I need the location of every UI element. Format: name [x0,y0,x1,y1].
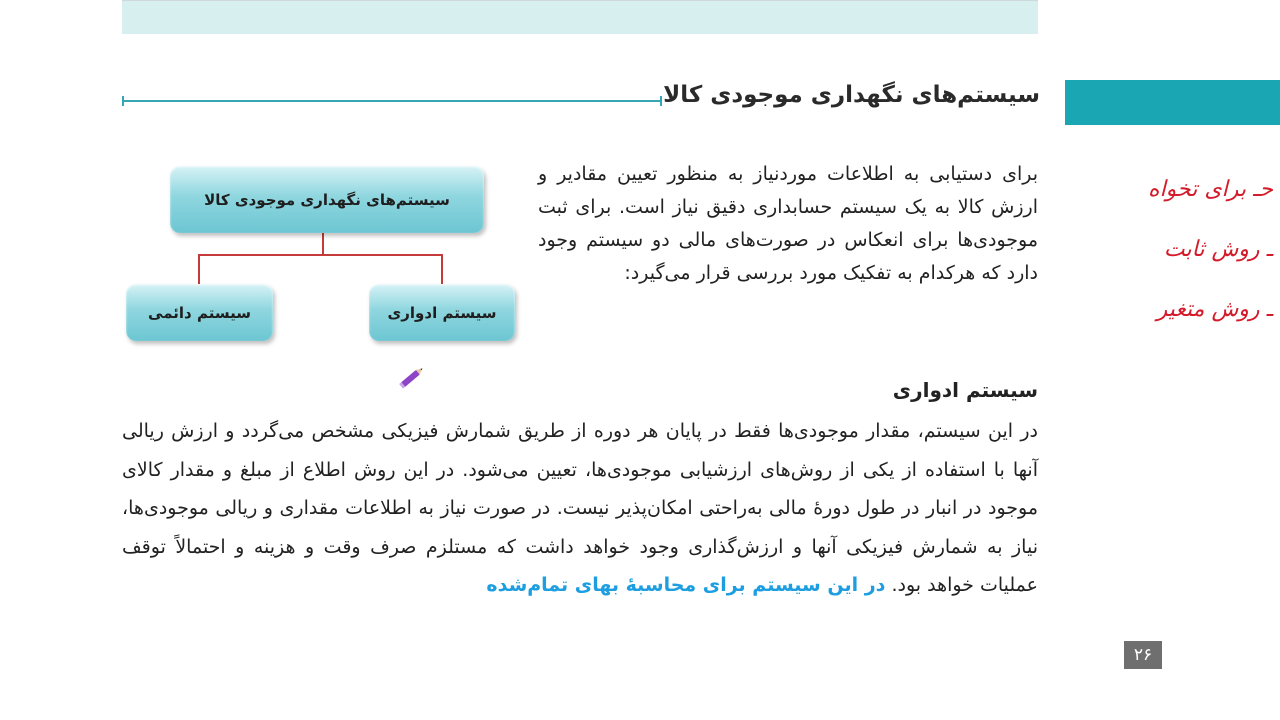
section-title: سیستم‌های نگهداری موجودی کالا [663,82,1040,108]
diagram-node-periodic: سیستم ادواری [369,284,515,341]
intro-paragraph: برای دستیابی به اطلاعات موردنیاز به منظور تعیین مقادیر و ارزش کالا به یک سیستم حسابداری دقیق نیاز است. برای ثبت موجودی‌ها برای انعکاس در صورت‌های مالی دو سیستم وجود دارد که هرکدام به تفکیک مورد بررسی قرار می‌گیرد: [538,163,1038,284]
page-number: ۲۶ [1124,641,1162,669]
handwritten-note: حـ برای تخواه [1148,177,1273,202]
diagram-connector-bar [198,254,443,256]
handwritten-note: ـ روش ثابت [1163,237,1273,262]
periodic-system-heading: سیستم ادواری [892,378,1038,402]
top-banner-edge [122,0,1038,1]
section-tab-marker [1065,80,1280,125]
pencil-icon[interactable] [396,364,426,392]
handwritten-annotations [1078,160,1273,340]
diagram-connector-right [441,254,443,284]
periodic-system-body: در این سیستم، مقدار موجودی‌ها فقط در پایان هر دوره از طریق شمارش فیزیکی مشخص می‌گردد و ارزش ریالی آنها با استفاده از یکی از روش‌های ارزشیابی موجودی‌ها، تعیین می‌شود. در این روش اطلاع از مبلغ و مقدار کالای موجود در انبار در طول دورۀ مالی به‌راحتی امکان‌پذیر نیست. در صورت نیاز به اطلاعات مقداری و ریالی موجودی‌ها، نیاز به شمارش فیزیکی آنها و ارزش‌گذاری وجود خواهد داشت که مستلزم صرف وقت و هزینه و احتمالاً توقف عملیات خواهد بود. [122,420,1038,596]
periodic-system-paragraph [122,412,1038,605]
handwritten-note: ـ روش متغیر [1156,297,1273,322]
rule-cap-left [122,96,124,106]
diagram-connector-stem [322,233,324,255]
section-title-rule [122,100,662,102]
top-banner [122,0,1038,34]
periodic-system-highlight: در این سیستم برای محاسبۀ بهای تمام‌شده [486,574,886,596]
diagram-node-root: سیستم‌های نگهداری موجودی کالا [170,166,484,233]
diagram-connector-left [198,254,200,284]
diagram-node-perpetual: سیستم دائمی [126,284,273,341]
